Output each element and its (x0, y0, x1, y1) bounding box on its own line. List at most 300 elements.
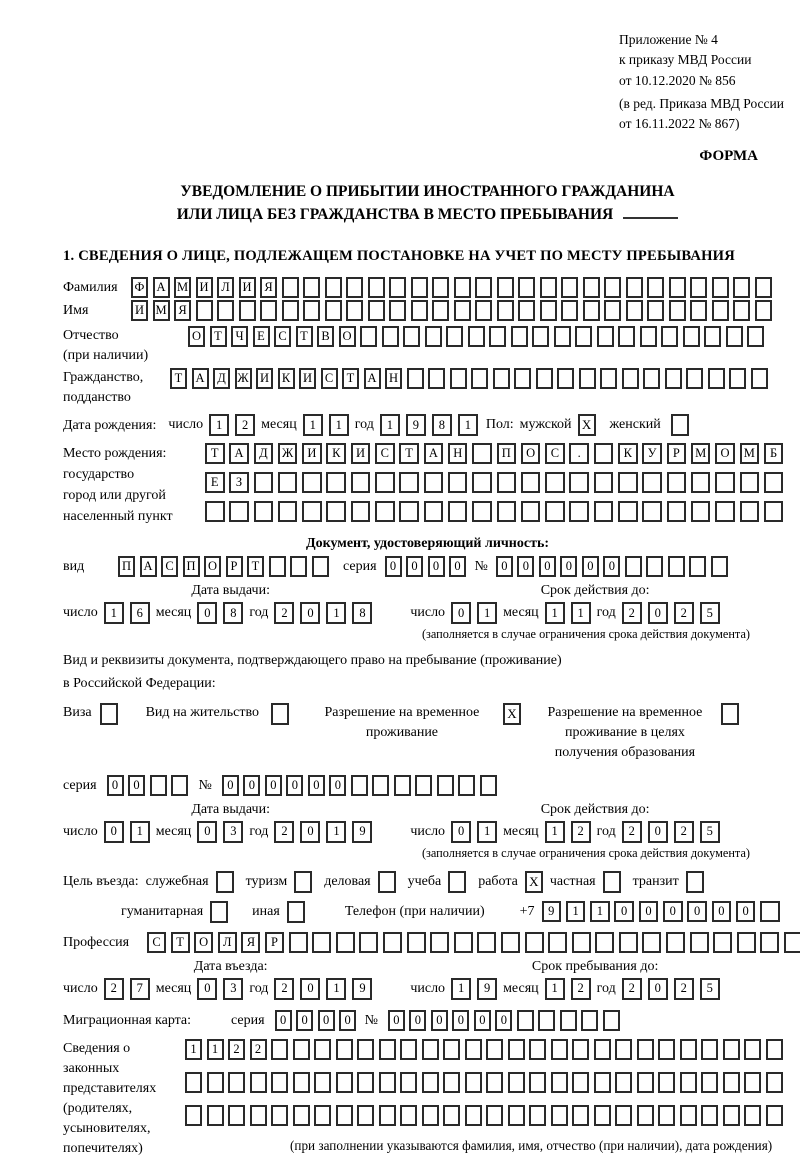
char-cell[interactable]: А (364, 368, 381, 389)
char-cell[interactable] (443, 1039, 460, 1060)
char-cell[interactable] (615, 1039, 632, 1060)
char-cell[interactable] (561, 300, 578, 321)
char-cell[interactable]: . (569, 443, 589, 464)
char-cell[interactable]: М (153, 300, 170, 321)
char-cell[interactable]: 2 (228, 1039, 245, 1060)
char-cell[interactable] (271, 1039, 288, 1060)
char-cell[interactable] (637, 1072, 654, 1093)
sex-female-checkbox[interactable] (671, 414, 689, 436)
char-cell[interactable] (715, 472, 735, 493)
char-cell[interactable]: 0 (496, 556, 513, 577)
char-cell[interactable] (228, 1105, 245, 1126)
char-cell[interactable] (667, 501, 687, 522)
char-cell[interactable] (351, 501, 371, 522)
char-cell[interactable] (532, 326, 549, 347)
char-cell[interactable] (407, 368, 424, 389)
char-cell[interactable] (303, 277, 320, 298)
char-cell[interactable] (326, 472, 346, 493)
char-cell[interactable]: Л (218, 932, 237, 953)
char-cell[interactable] (382, 326, 399, 347)
char-cell[interactable] (359, 932, 378, 953)
char-cell[interactable] (740, 501, 760, 522)
char-cell[interactable]: 1 (545, 821, 565, 843)
char-cell[interactable]: Т (205, 443, 225, 464)
char-cell[interactable] (312, 932, 331, 953)
char-cell[interactable]: Д (213, 368, 230, 389)
char-cell[interactable] (239, 300, 256, 321)
char-cell[interactable] (551, 1039, 568, 1060)
char-cell[interactable]: Б (764, 443, 784, 464)
char-cell[interactable] (760, 932, 779, 953)
char-cell[interactable] (150, 775, 167, 796)
char-cell[interactable]: Н (385, 368, 402, 389)
char-cell[interactable] (668, 556, 685, 577)
char-cell[interactable] (701, 1072, 718, 1093)
char-cell[interactable]: 0 (663, 901, 683, 922)
char-cell[interactable] (712, 277, 729, 298)
char-cell[interactable] (594, 443, 614, 464)
char-cell[interactable] (689, 556, 706, 577)
char-cell[interactable]: Т (296, 326, 313, 347)
char-cell[interactable] (293, 1072, 310, 1093)
char-cell[interactable]: И (239, 277, 256, 298)
char-cell[interactable]: С (161, 556, 178, 577)
char-cell[interactable] (424, 472, 444, 493)
char-cell[interactable] (755, 277, 772, 298)
char-cell[interactable] (437, 775, 454, 796)
char-cell[interactable]: 0 (495, 1010, 512, 1031)
char-cell[interactable]: О (339, 326, 356, 347)
char-cell[interactable] (647, 277, 664, 298)
char-cell[interactable]: 1 (590, 901, 610, 922)
char-cell[interactable]: 0 (339, 1010, 356, 1031)
char-cell[interactable] (443, 1105, 460, 1126)
char-cell[interactable]: 0 (388, 1010, 405, 1031)
char-cell[interactable] (572, 932, 591, 953)
char-cell[interactable] (501, 932, 520, 953)
char-cell[interactable]: 1 (209, 414, 229, 436)
char-cell[interactable] (640, 326, 657, 347)
char-cell[interactable] (511, 326, 528, 347)
char-cell[interactable]: О (194, 932, 213, 953)
char-cell[interactable]: 0 (687, 901, 707, 922)
char-cell[interactable]: 0 (296, 1010, 313, 1031)
char-cell[interactable]: 0 (603, 556, 620, 577)
char-cell[interactable]: 3 (223, 978, 243, 1000)
char-cell[interactable] (536, 368, 553, 389)
char-cell[interactable] (729, 368, 746, 389)
char-cell[interactable] (680, 1039, 697, 1060)
char-cell[interactable] (669, 277, 686, 298)
char-cell[interactable] (289, 932, 308, 953)
purpose-work-checkbox[interactable]: X (525, 871, 543, 893)
char-cell[interactable] (250, 1072, 267, 1093)
char-cell[interactable] (196, 300, 213, 321)
char-cell[interactable]: К (278, 368, 295, 389)
char-cell[interactable]: 0 (385, 556, 402, 577)
char-cell[interactable] (665, 368, 682, 389)
char-cell[interactable] (551, 1105, 568, 1126)
char-cell[interactable] (680, 1105, 697, 1126)
char-cell[interactable] (764, 472, 784, 493)
char-cell[interactable] (290, 556, 307, 577)
char-cell[interactable] (400, 1039, 417, 1060)
char-cell[interactable] (508, 1039, 525, 1060)
char-cell[interactable]: 2 (674, 602, 694, 624)
char-cell[interactable]: 8 (352, 602, 372, 624)
char-cell[interactable]: А (229, 443, 249, 464)
char-cell[interactable]: А (424, 443, 444, 464)
char-cell[interactable] (572, 1105, 589, 1126)
char-cell[interactable] (560, 1010, 577, 1031)
char-cell[interactable] (185, 1072, 202, 1093)
char-cell[interactable] (400, 1072, 417, 1093)
char-cell[interactable] (443, 1072, 460, 1093)
char-cell[interactable]: Я (174, 300, 191, 321)
char-cell[interactable] (422, 1105, 439, 1126)
char-cell[interactable] (642, 932, 661, 953)
char-cell[interactable] (595, 932, 614, 953)
char-cell[interactable] (399, 501, 419, 522)
char-cell[interactable] (618, 472, 638, 493)
char-cell[interactable] (293, 1039, 310, 1060)
char-cell[interactable]: 1 (207, 1039, 224, 1060)
char-cell[interactable] (594, 1039, 611, 1060)
char-cell[interactable]: Р (265, 932, 284, 953)
char-cell[interactable] (658, 1105, 675, 1126)
char-cell[interactable] (603, 1010, 620, 1031)
char-cell[interactable] (314, 1072, 331, 1093)
char-cell[interactable] (471, 368, 488, 389)
option-temp-residence-checkbox[interactable]: X (503, 703, 521, 725)
char-cell[interactable]: 2 (571, 821, 591, 843)
char-cell[interactable]: 0 (736, 901, 756, 922)
char-cell[interactable] (465, 1039, 482, 1060)
char-cell[interactable]: 1 (326, 978, 346, 1000)
char-cell[interactable] (375, 501, 395, 522)
char-cell[interactable] (618, 501, 638, 522)
char-cell[interactable] (594, 472, 614, 493)
char-cell[interactable]: 0 (318, 1010, 335, 1031)
char-cell[interactable] (557, 368, 574, 389)
char-cell[interactable] (446, 326, 463, 347)
char-cell[interactable]: 0 (451, 602, 471, 624)
char-cell[interactable] (581, 1010, 598, 1031)
char-cell[interactable]: 9 (477, 978, 497, 1000)
char-cell[interactable] (282, 300, 299, 321)
char-cell[interactable]: 1 (545, 978, 565, 1000)
char-cell[interactable] (737, 932, 756, 953)
char-cell[interactable] (572, 1072, 589, 1093)
char-cell[interactable]: 9 (542, 901, 562, 922)
char-cell[interactable]: Н (448, 443, 468, 464)
char-cell[interactable] (518, 277, 535, 298)
char-cell[interactable]: 9 (352, 978, 372, 1000)
char-cell[interactable]: 9 (352, 821, 372, 843)
char-cell[interactable]: 0 (128, 775, 145, 796)
char-cell[interactable]: Д (254, 443, 274, 464)
option-temp-residence-education-checkbox[interactable] (721, 703, 739, 725)
char-cell[interactable]: 1 (326, 821, 346, 843)
char-cell[interactable] (372, 775, 389, 796)
char-cell[interactable]: 2 (104, 978, 124, 1000)
char-cell[interactable]: 1 (458, 414, 478, 436)
char-cell[interactable] (325, 277, 342, 298)
char-cell[interactable] (229, 501, 249, 522)
char-cell[interactable] (185, 1105, 202, 1126)
char-cell[interactable]: 0 (300, 821, 320, 843)
char-cell[interactable] (545, 501, 565, 522)
char-cell[interactable] (468, 326, 485, 347)
char-cell[interactable]: 2 (274, 978, 294, 1000)
char-cell[interactable] (325, 300, 342, 321)
char-cell[interactable] (326, 501, 346, 522)
char-cell[interactable]: Р (667, 443, 687, 464)
char-cell[interactable]: 0 (197, 821, 217, 843)
char-cell[interactable]: 2 (622, 978, 642, 1000)
char-cell[interactable] (619, 932, 638, 953)
char-cell[interactable] (260, 300, 277, 321)
char-cell[interactable]: 0 (300, 978, 320, 1000)
char-cell[interactable]: 0 (243, 775, 260, 796)
char-cell[interactable] (626, 300, 643, 321)
char-cell[interactable] (486, 1105, 503, 1126)
char-cell[interactable]: Е (205, 472, 225, 493)
char-cell[interactable]: 0 (648, 978, 668, 1000)
char-cell[interactable]: Л (217, 277, 234, 298)
char-cell[interactable] (357, 1072, 374, 1093)
char-cell[interactable]: 0 (265, 775, 282, 796)
char-cell[interactable]: 1 (326, 602, 346, 624)
char-cell[interactable] (375, 472, 395, 493)
char-cell[interactable] (489, 326, 506, 347)
char-cell[interactable]: Я (241, 932, 260, 953)
char-cell[interactable]: 0 (197, 602, 217, 624)
char-cell[interactable]: Т (170, 368, 187, 389)
char-cell[interactable] (604, 300, 621, 321)
char-cell[interactable] (303, 300, 320, 321)
char-cell[interactable]: С (545, 443, 565, 464)
char-cell[interactable] (302, 501, 322, 522)
char-cell[interactable]: 0 (614, 901, 634, 922)
char-cell[interactable] (379, 1072, 396, 1093)
char-cell[interactable]: С (274, 326, 291, 347)
char-cell[interactable]: Ф (131, 277, 148, 298)
char-cell[interactable]: Ч (231, 326, 248, 347)
char-cell[interactable]: И (256, 368, 273, 389)
char-cell[interactable]: 2 (250, 1039, 267, 1060)
char-cell[interactable]: 1 (303, 414, 323, 436)
char-cell[interactable]: Т (247, 556, 264, 577)
char-cell[interactable] (604, 277, 621, 298)
char-cell[interactable]: Е (253, 326, 270, 347)
char-cell[interactable]: К (326, 443, 346, 464)
char-cell[interactable] (432, 277, 449, 298)
char-cell[interactable]: 8 (432, 414, 452, 436)
char-cell[interactable]: А (153, 277, 170, 298)
char-cell[interactable]: Р (226, 556, 243, 577)
char-cell[interactable]: 0 (286, 775, 303, 796)
char-cell[interactable] (569, 472, 589, 493)
char-cell[interactable] (171, 775, 188, 796)
char-cell[interactable]: 0 (300, 602, 320, 624)
char-cell[interactable]: 1 (451, 978, 471, 1000)
char-cell[interactable] (254, 472, 274, 493)
char-cell[interactable] (497, 472, 517, 493)
char-cell[interactable] (666, 932, 685, 953)
char-cell[interactable] (723, 1105, 740, 1126)
char-cell[interactable] (293, 1105, 310, 1126)
char-cell[interactable] (394, 775, 411, 796)
char-cell[interactable] (351, 472, 371, 493)
char-cell[interactable] (521, 501, 541, 522)
char-cell[interactable]: 0 (582, 556, 599, 577)
char-cell[interactable] (764, 501, 784, 522)
char-cell[interactable] (667, 472, 687, 493)
char-cell[interactable] (615, 1105, 632, 1126)
char-cell[interactable] (583, 277, 600, 298)
char-cell[interactable] (538, 1010, 555, 1031)
char-cell[interactable] (518, 300, 535, 321)
char-cell[interactable] (454, 300, 471, 321)
char-cell[interactable]: 0 (517, 556, 534, 577)
char-cell[interactable] (529, 1039, 546, 1060)
char-cell[interactable] (458, 775, 475, 796)
char-cell[interactable] (594, 501, 614, 522)
char-cell[interactable] (411, 300, 428, 321)
char-cell[interactable] (314, 1105, 331, 1126)
char-cell[interactable] (493, 368, 510, 389)
char-cell[interactable] (784, 932, 800, 953)
char-cell[interactable]: 0 (197, 978, 217, 1000)
char-cell[interactable] (540, 300, 557, 321)
char-cell[interactable] (551, 1072, 568, 1093)
char-cell[interactable]: Т (399, 443, 419, 464)
char-cell[interactable]: 0 (431, 1010, 448, 1031)
char-cell[interactable]: 5 (700, 821, 720, 843)
char-cell[interactable]: 5 (700, 978, 720, 1000)
char-cell[interactable] (411, 277, 428, 298)
char-cell[interactable]: 0 (452, 1010, 469, 1031)
char-cell[interactable]: 1 (380, 414, 400, 436)
char-cell[interactable] (713, 932, 732, 953)
char-cell[interactable]: О (715, 443, 735, 464)
char-cell[interactable]: 0 (712, 901, 732, 922)
char-cell[interactable] (744, 1072, 761, 1093)
char-cell[interactable]: 0 (406, 556, 423, 577)
char-cell[interactable] (690, 277, 707, 298)
char-cell[interactable]: И (302, 443, 322, 464)
char-cell[interactable] (346, 277, 363, 298)
char-cell[interactable] (454, 932, 473, 953)
char-cell[interactable] (357, 1039, 374, 1060)
char-cell[interactable]: 0 (648, 602, 668, 624)
char-cell[interactable]: Т (342, 368, 359, 389)
char-cell[interactable] (766, 1072, 783, 1093)
char-cell[interactable] (448, 472, 468, 493)
char-cell[interactable] (583, 300, 600, 321)
char-cell[interactable] (733, 277, 750, 298)
char-cell[interactable]: 1 (104, 602, 124, 624)
char-cell[interactable] (472, 501, 492, 522)
char-cell[interactable]: 2 (674, 821, 694, 843)
char-cell[interactable]: 1 (185, 1039, 202, 1060)
char-cell[interactable] (690, 932, 709, 953)
char-cell[interactable] (497, 277, 514, 298)
char-cell[interactable] (254, 501, 274, 522)
char-cell[interactable] (368, 300, 385, 321)
char-cell[interactable] (597, 326, 614, 347)
char-cell[interactable] (715, 501, 735, 522)
purpose-business-checkbox[interactable] (378, 871, 396, 893)
char-cell[interactable] (403, 326, 420, 347)
char-cell[interactable] (508, 1072, 525, 1093)
char-cell[interactable] (661, 326, 678, 347)
char-cell[interactable]: Т (210, 326, 227, 347)
purpose-tourism-checkbox[interactable] (294, 871, 312, 893)
char-cell[interactable] (415, 775, 432, 796)
char-cell[interactable] (472, 472, 492, 493)
char-cell[interactable]: 0 (329, 775, 346, 796)
char-cell[interactable] (540, 277, 557, 298)
char-cell[interactable] (302, 472, 322, 493)
char-cell[interactable] (400, 1105, 417, 1126)
char-cell[interactable]: 5 (700, 602, 720, 624)
char-cell[interactable]: 0 (474, 1010, 491, 1031)
char-cell[interactable]: И (131, 300, 148, 321)
char-cell[interactable] (278, 501, 298, 522)
sex-male-checkbox[interactable]: X (578, 414, 596, 436)
char-cell[interactable]: 0 (539, 556, 556, 577)
char-cell[interactable] (517, 1010, 534, 1031)
option-residence-permit-checkbox[interactable] (271, 703, 289, 725)
char-cell[interactable] (432, 300, 449, 321)
char-cell[interactable] (271, 1072, 288, 1093)
char-cell[interactable] (637, 1039, 654, 1060)
char-cell[interactable] (428, 368, 445, 389)
char-cell[interactable] (711, 556, 728, 577)
char-cell[interactable] (508, 1105, 525, 1126)
char-cell[interactable] (465, 1072, 482, 1093)
char-cell[interactable]: С (375, 443, 395, 464)
char-cell[interactable]: А (192, 368, 209, 389)
option-visa-checkbox[interactable] (100, 703, 118, 725)
char-cell[interactable]: 2 (235, 414, 255, 436)
purpose-humanitarian-checkbox[interactable] (210, 901, 228, 923)
char-cell[interactable] (701, 1039, 718, 1060)
char-cell[interactable] (472, 443, 492, 464)
char-cell[interactable] (497, 501, 517, 522)
purpose-official-checkbox[interactable] (216, 871, 234, 893)
char-cell[interactable] (425, 326, 442, 347)
char-cell[interactable] (766, 1105, 783, 1126)
char-cell[interactable]: С (321, 368, 338, 389)
char-cell[interactable]: В (317, 326, 334, 347)
char-cell[interactable] (346, 300, 363, 321)
char-cell[interactable] (594, 1105, 611, 1126)
char-cell[interactable] (680, 1072, 697, 1093)
char-cell[interactable] (554, 326, 571, 347)
char-cell[interactable] (278, 472, 298, 493)
char-cell[interactable] (389, 277, 406, 298)
char-cell[interactable] (642, 501, 662, 522)
char-cell[interactable] (766, 1039, 783, 1060)
char-cell[interactable] (545, 472, 565, 493)
char-cell[interactable] (475, 300, 492, 321)
purpose-transit-checkbox[interactable] (686, 871, 704, 893)
char-cell[interactable] (637, 1105, 654, 1126)
char-cell[interactable]: 7 (130, 978, 150, 1000)
